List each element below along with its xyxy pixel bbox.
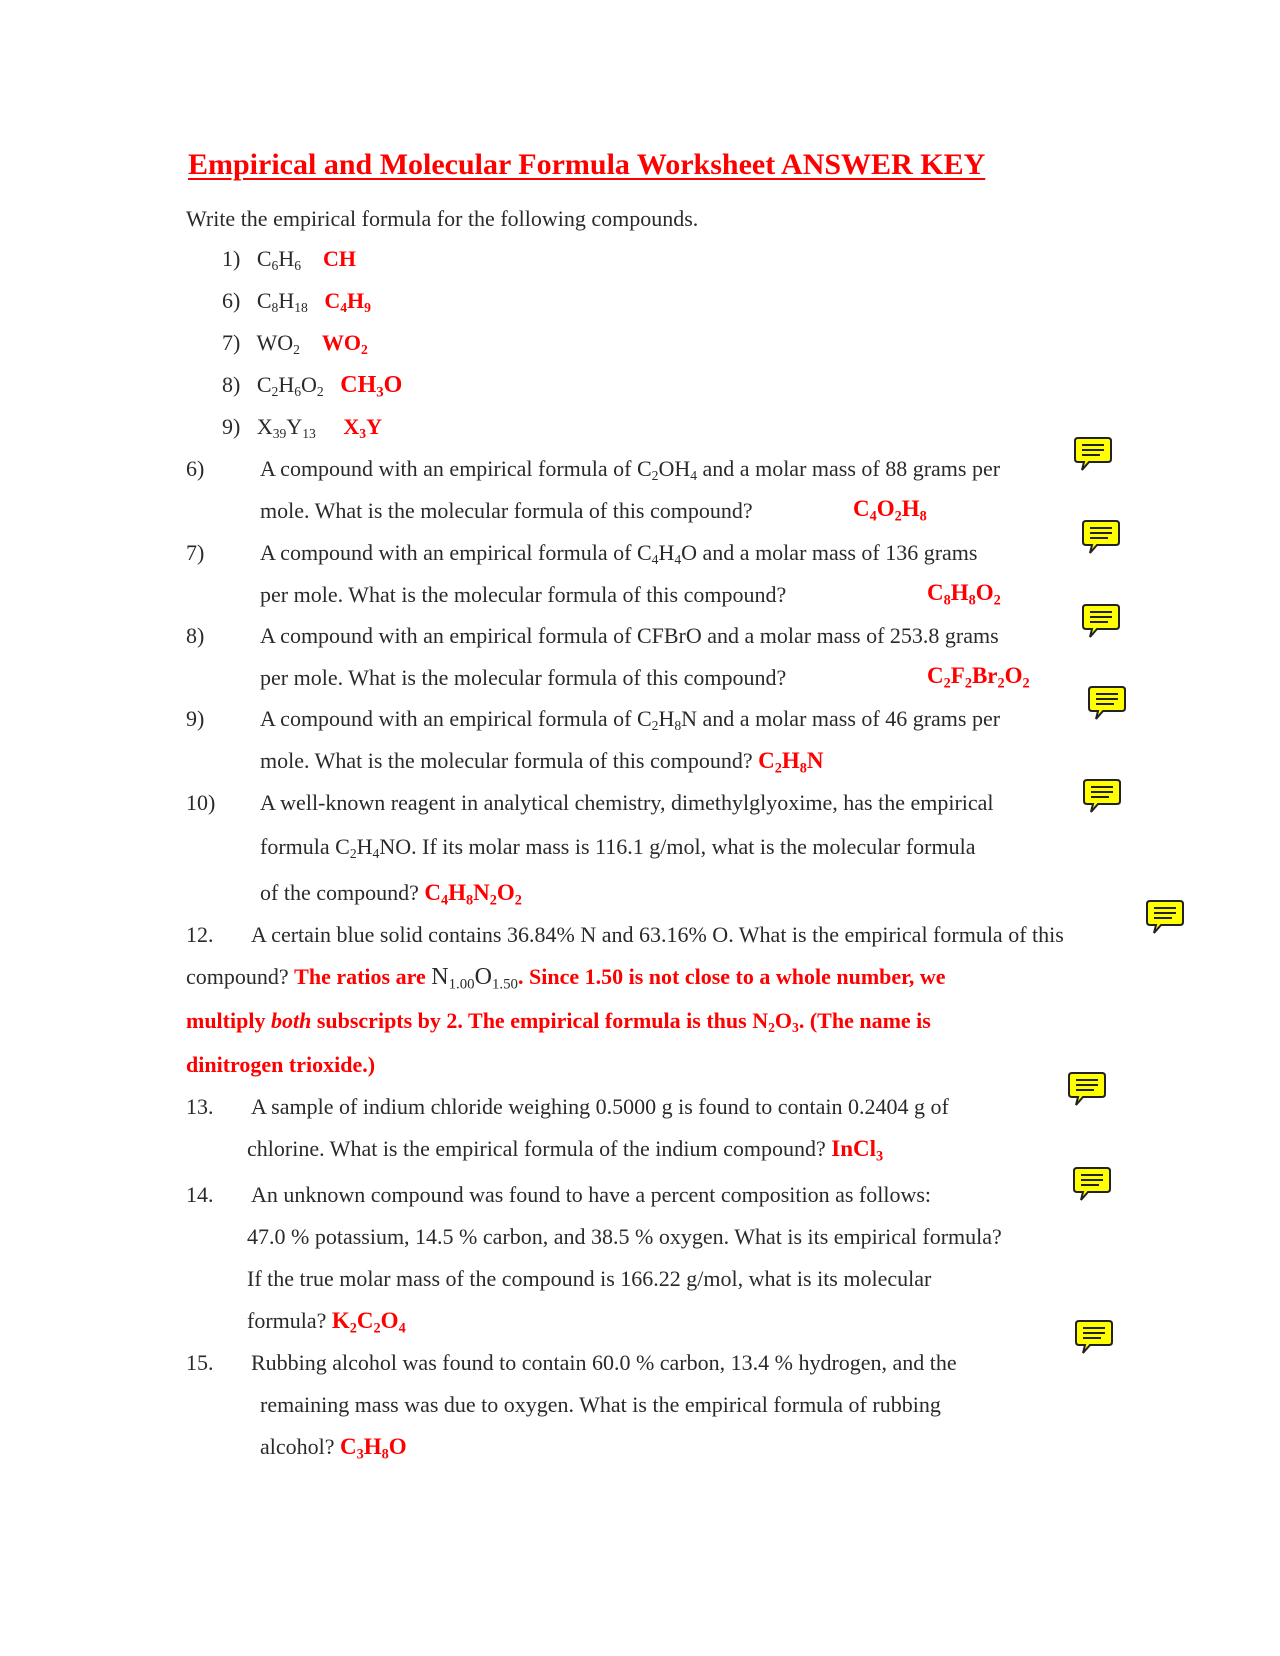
question-10-line-3: of the compound? $C_4H_8N_2O_2$	[260, 880, 522, 909]
answer: $C_4O_2H_8$	[853, 496, 927, 525]
page-title: Empirical and Molecular Formula Worksheet ANSWER KEY	[188, 148, 986, 181]
comment-icon-q6[interactable]	[1073, 435, 1113, 475]
list-item-1: 1) $C_6H_6$ CH	[222, 246, 357, 274]
question-8-line-1: A compound with an empirical formula of CFBrO and a molar mass of 253.8 grams	[260, 623, 999, 648]
question-number: 7)	[186, 540, 205, 565]
list-item-9: 9) $X_{39}Y_{13}$ $X_3Y$	[222, 414, 382, 442]
question-number: 6)	[186, 456, 205, 481]
comment-icon-q14[interactable]	[1072, 1165, 1112, 1205]
question-14-line-1: An unknown compound was found to have a percent composition as follows:	[251, 1182, 932, 1207]
answer: $WO_2$	[321, 330, 368, 358]
answer: $X_3Y$	[343, 414, 382, 442]
answer: $C_4H_9$	[324, 288, 371, 316]
question-12-line-4: dinitrogen trioxide.)	[186, 1052, 376, 1077]
question-7-line-1: A compound with an empirical formula of $C_4H_4O$ and a molar mass of 136 grams	[260, 540, 978, 568]
comment-icon-q8[interactable]	[1081, 602, 1121, 642]
answer-explanation: The ratios are $N_{1.00}O_{1.50}$. Since 1.50 is not close to a whole number, we	[294, 964, 946, 993]
question-8-line-2: per mole. What is the molecular formula of this compound?	[260, 665, 787, 690]
question-6-line-1: A compound with an empirical formula of $C_2OH_4$ and a molar mass of 88 grams per	[260, 456, 1001, 484]
question-number: 12.	[186, 922, 214, 947]
question-7-line-2: per mole. What is the molecular formula of this compound?	[260, 582, 787, 607]
comment-icon-q7[interactable]	[1081, 518, 1121, 558]
question-14-line-3: If the true molar mass of the compound is 166.22 g/mol, what is its molecular	[247, 1266, 932, 1291]
question-number: 9)	[186, 706, 205, 731]
comment-icon-q13[interactable]	[1067, 1070, 1107, 1110]
list-item-8: 8) $C_2H_6O_2$ $CH_3O$	[222, 372, 403, 401]
answer: $CH_3O$	[340, 372, 403, 401]
answer: $C_8H_8O_2$	[927, 580, 1001, 609]
answer: $C_2F_2Br_2O_2$	[927, 663, 1030, 692]
intro-text: Write the empirical formula for the following compounds.	[186, 206, 699, 231]
comment-icon-q10[interactable]	[1082, 777, 1122, 817]
answer: $C_2H_8N$	[758, 748, 824, 777]
question-15-line-1: Rubbing alcohol was found to contain 60.0 % carbon, 13.4 % hydrogen, and the	[251, 1350, 957, 1375]
question-15-line-3: alcohol? $C_3H_8O$	[260, 1434, 407, 1463]
question-12-line-1: A certain blue solid contains 36.84% N and 63.16% O. What is the empirical formula of this	[251, 922, 1064, 947]
question-number: 10)	[186, 790, 216, 815]
list-item-7: 7) $WO_2$ $WO_2$	[222, 330, 368, 358]
question-9-line-1: A compound with an empirical formula of $C_2H_8N$ and a molar mass of 46 grams per	[260, 706, 1001, 734]
question-9-line-2: mole. What is the molecular formula of this compound? $C_2H_8N$	[260, 748, 824, 777]
answer: InCl$_3$	[831, 1136, 884, 1165]
question-number: 8)	[186, 623, 205, 648]
answer: $K_2C_2O_4$	[331, 1308, 406, 1337]
list-item-6: 6) $C_8H_{18}$ $C_4H_9$	[222, 288, 371, 316]
question-10-line-2: formula $C_2H_4NO$. If its molar mass is 116.1 g/mol, what is the molecular formula	[260, 834, 976, 862]
question-14-line-4: formula? $K_2C_2O_4$	[247, 1308, 406, 1337]
question-number: 14.	[186, 1182, 214, 1207]
question-15-line-2: remaining mass was due to oxygen. What is the empirical formula of rubbing	[260, 1392, 941, 1417]
question-number: 15.	[186, 1350, 214, 1375]
compound-formula: $C_6H_6$	[256, 246, 302, 274]
question-13-line-1: A sample of indium chloride weighing 0.5000 g is found to contain 0.2404 g of	[251, 1094, 949, 1119]
question-12-line-3: multiply both subscripts by 2. The empirical formula is thus $N_2O_3$. (The name is	[186, 1008, 931, 1036]
question-12-line-2: compound? The ratios are $N_{1.00}O_{1.50}$. Since 1.50 is not close to a whole number, we	[186, 964, 946, 993]
comment-icon-q15[interactable]	[1074, 1318, 1114, 1358]
question-10-line-1: A well-known reagent in analytical chemistry, dimethylglyoxime, has the empirical	[260, 790, 994, 815]
question-6-line-2: mole. What is the molecular formula of this compound?	[260, 498, 753, 523]
question-13-line-2: chlorine. What is the empirical formula of the indium compound? InCl$_3$	[247, 1136, 884, 1165]
question-number: 13.	[186, 1094, 214, 1119]
comment-icon-q9[interactable]	[1087, 684, 1127, 724]
answer: $C_3H_8O$	[340, 1434, 407, 1463]
comment-icon-q12[interactable]	[1145, 898, 1185, 938]
answer: $C_4H_8N_2O_2$	[424, 880, 522, 909]
question-14-line-2: 47.0 % potassium, 14.5 % carbon, and 38.5 % oxygen. What is its empirical formula?	[247, 1224, 1002, 1249]
answer: CH	[323, 246, 357, 271]
